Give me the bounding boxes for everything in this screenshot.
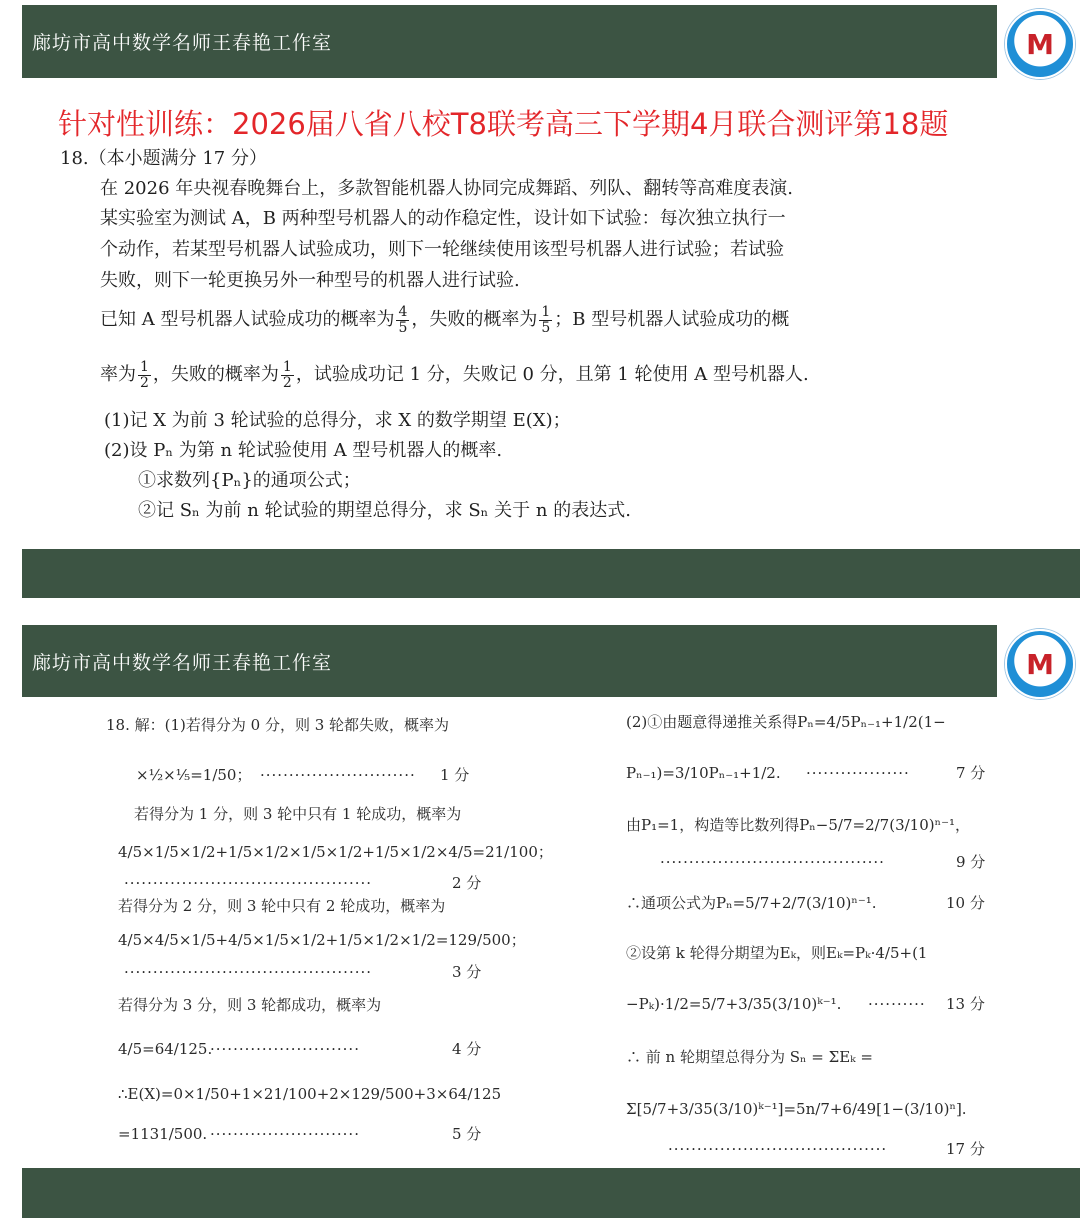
solution-left-line-9: 若得分为 3 分，则 3 轮都成功，概率为 [118,996,382,1014]
dot-leader: ··························· [260,766,416,784]
fraction-1-5: $\frac{1}{5}$ [541,304,551,336]
score-17: 17 分 [946,1140,985,1158]
solution-left-line-7: 4/5×4/5×1/5+4/5×1/5×1/2+1/5×1/2×1/2=129/500； [118,931,526,949]
score-5: 5 分 [452,1125,482,1143]
solution-right-line-6: ②设第 k 轮得分期望为Eₖ，则Eₖ=Pₖ·4/5+(1 [626,944,928,962]
solution-right-line-8: ∴ 前 n 轮期望总得分为 Sₙ = ΣEₖ = [626,1048,873,1066]
solution-left-line-4: 4/5×1/5×1/2+1/5×1/2×1/5×1/2+1/5×1/2×4/5=21/100； [118,843,553,861]
dot-leader: ·························· [210,1125,360,1143]
solution-right-line-3: 由P₁=1，构造等比数列得Pₙ−5/7=2/7(3/10)ⁿ⁻¹， [626,816,971,834]
score-13: 13 分 [946,995,985,1013]
top-footer-bar [22,549,1080,598]
question-para-5: 已知 A 型号机器人试验成功的概率为 $\frac{4}{5}$ ，失败的概率为 $\frac{1}{5}$ ；B 型号机器人试验成功的概 [100,304,790,336]
question-para-6: 率为 $\frac{1}{2}$ ，失败的概率为 $\frac{1}{2}$ ，试验成功记 1 分，失败记 0 分，且第 1 轮使用 A 型号机器人. [100,359,809,391]
solution-left-line-10: 4/5=64/125. [118,1040,213,1058]
solution-left-line-3: 若得分为 1 分，则 3 轮中只有 1 轮成功，概率为 [134,805,462,823]
bottom-footer-bar [22,1168,1080,1218]
score-2: 2 分 [452,874,482,892]
top-header-bar [22,5,997,78]
solution-right-line-2: Pₙ₋₁)=3/10Pₙ₋₁+1/2. [626,764,781,782]
dot-leader: ·················· [806,764,910,782]
solution-right-line-7: −Pₖ)·1/2=5/7+3/35(3/10)ᵏ⁻¹. [626,995,842,1013]
dot-leader: ··········································· [124,963,373,981]
solution-left-line-6: 若得分为 2 分，则 3 轮中只有 2 轮成功，概率为 [118,897,446,915]
score-9: 9 分 [956,853,986,871]
question-para-4: 失败，则下一轮更换另外一种型号的机器人进行试验. [100,270,520,291]
score-3: 3 分 [452,963,482,981]
solution-left-line-2: ×½×⅕=1/50； [136,766,252,784]
fraction-1-2-a: $\frac{1}{2}$ [140,359,149,391]
studio-name: 廊坊市高中数学名师王春艳工作室 [32,32,333,54]
solution-right-line-1: (2)①由题意得递推关系得Pₙ=4/5Pₙ₋₁+1/2(1− [626,713,946,731]
question-number: 18.（本小题满分 17 分） [60,148,267,169]
solution-right-line-9: Σ[5/7+3/35(3/10)ᵏ⁻¹]=5n/7+6/49[1−(3/10)ⁿ]. [626,1100,967,1118]
page-title: 针对性训练：2026届八省八校T8联考高三下学期4月联合测评第18题 [58,107,949,141]
dot-leader: ······································· [660,853,885,871]
score-10: 10 分 [946,894,985,912]
solution-left-line-1: 18. 解：(1)若得分为 0 分，则 3 轮都失败，概率为 [106,716,450,734]
question-part-1: (1)记 X 为前 3 轮试验的总得分，求 X 的数学期望 E(X)； [104,410,571,431]
question-para-2: 某实验室为测试 A，B 两种型号机器人的动作稳定性，设计如下试验：每次独立执行一 [100,208,786,229]
solution-right-line-5: ∴通项公式为Pₙ=5/7+2/7(3/10)ⁿ⁻¹. [626,894,877,912]
solution-left-line-11: ∴E(X)=0×1/50+1×21/100+2×129/500+3×64/125 [118,1085,502,1103]
dot-leader: ·························· [210,1040,360,1058]
fraction-4-5: $\frac{4}{5}$ [398,304,408,336]
dot-leader: ··········································· [124,874,373,892]
score-7: 7 分 [956,764,986,782]
studio-name-2: 廊坊市高中数学名师王春艳工作室 [32,651,333,674]
score-1: 1 分 [440,766,470,784]
question-sub-2: ②记 Sₙ 为前 n 轮试验的期望总得分，求 Sₙ 关于 n 的表达式. [138,500,631,521]
bottom-header-bar [22,625,997,697]
question-sub-1: ①求数列{Pₙ}的通项公式； [138,470,361,491]
dot-leader: ·········· [868,995,926,1013]
dot-leader: ······································ [668,1140,888,1158]
question-part-2: (2)设 Pₙ 为第 n 轮试验使用 A 型号机器人的概率. [104,440,503,461]
fraction-1-2-b: $\frac{1}{2}$ [282,359,292,391]
studio-logo-icon: M [1005,9,1075,79]
studio-logo-icon-2: M [1005,629,1075,699]
question-para-1: 在 2026 年央视春晚舞台上，多款智能机器人协同完成舞蹈、列队、翻转等高难度表演. [100,178,793,199]
question-para-3: 个动作，若某型号机器人试验成功，则下一轮继续使用该型号机器人进行试验；若试验 [100,239,784,260]
solution-left-line-12: =1131/500. [118,1125,208,1143]
score-4: 4 分 [452,1040,482,1058]
